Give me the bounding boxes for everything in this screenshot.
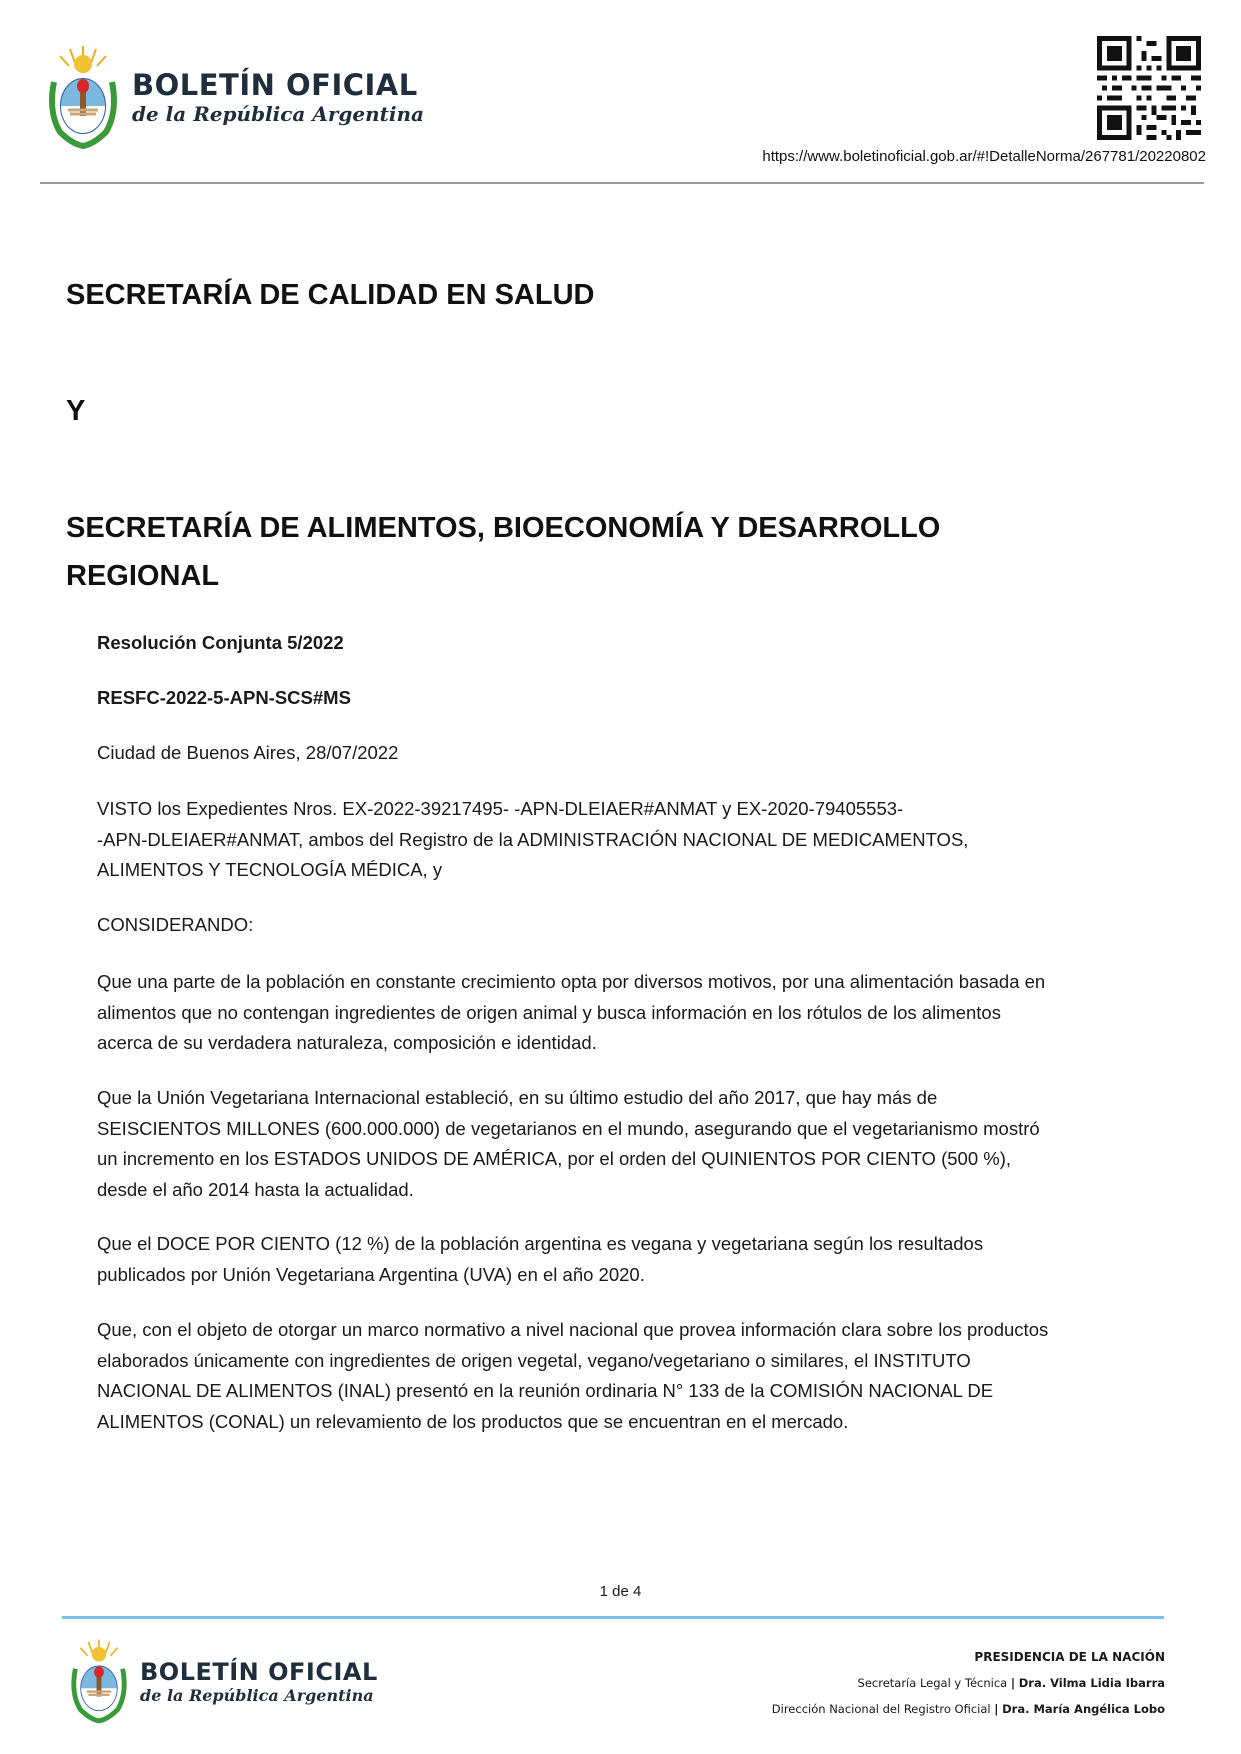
- resolution-code: RESFC-2022-5-APN-SCS#MS: [97, 687, 351, 708]
- footer-logo-title: BOLETÍN OFICIAL: [140, 1657, 378, 1686]
- registry-director-name: Dra. María Angélica Lobo: [1002, 1702, 1165, 1716]
- heading-secretaria-alimentos: [66, 504, 1156, 600]
- heading-line: REGIONAL: [66, 560, 220, 592]
- text-line: VISTO los Expedientes Nros. EX-2022-39217495- -APN-DLEIAER#ANMAT y EX-2020-79405553-: [97, 798, 904, 819]
- text-line: ALIMENTOS Y TECNOLOGÍA MÉDICA, y: [97, 859, 443, 880]
- footer-logo: [64, 1636, 378, 1726]
- separator: |: [1010, 1676, 1016, 1690]
- footer-credits: [772, 1650, 1165, 1716]
- heading-conjunction: Y: [66, 395, 86, 427]
- paragraph-4: [97, 1315, 1157, 1437]
- presidency-label: PRESIDENCIA DE LA NACIÓN: [974, 1650, 1165, 1664]
- header-divider: [40, 182, 1204, 184]
- text-line: acerca de su verdadera naturaleza, composición e identidad.: [97, 1032, 597, 1053]
- paragraph-2: [97, 1083, 1157, 1205]
- considerando-label: CONSIDERANDO:: [97, 914, 254, 935]
- logo-title: BOLETÍN OFICIAL: [132, 68, 418, 102]
- resolution-title: Resolución Conjunta 5/2022: [97, 632, 344, 653]
- footer-divider: [62, 1616, 1164, 1619]
- text-line: Que una parte de la población en constante crecimiento opta por diversos motivos, por una alimentación basada en: [97, 971, 1046, 992]
- legal-secretary-line: [772, 1676, 1165, 1690]
- logo-subtitle: de la República Argentina: [132, 102, 424, 126]
- document-url[interactable]: https://www.boletinoficial.gob.ar/#!DetalleNorma/267781/20220802: [762, 148, 1206, 165]
- page-number: 1 de 4: [599, 1583, 642, 1600]
- header-logo: [40, 42, 424, 152]
- text-line: Que el DOCE POR CIENTO (12 %) de la población argentina es vegana y vegetariana según los resultados: [97, 1233, 984, 1254]
- text-line: NACIONAL DE ALIMENTOS (INAL) presentó en la reunión ordinaria N° 133 de la COMISIÓN NACIONAL DE: [97, 1380, 994, 1401]
- registry-director-title: Dirección Nacional del Registro Oficial: [771, 1702, 991, 1716]
- footer-logo-subtitle: de la República Argentina: [140, 1685, 374, 1705]
- heading-line: SECRETARÍA DE ALIMENTOS, BIOECONOMÍA Y DESARROLLO: [66, 512, 941, 544]
- text-line: SEISCIENTOS MILLONES (600.000.000) de vegetarianos en el mundo, asegurando que el vegetarianismo mostró: [97, 1117, 1040, 1139]
- text-line: Que la Unión Vegetariana Internacional estableció, en su último estudio del año 2017, que hay más de: [97, 1087, 938, 1108]
- legal-secretary-name: Dra. Vilma Lidia Ibarra: [1018, 1676, 1165, 1690]
- text-line: ALIMENTOS (CONAL) un relevamiento de los productos que se encuentran en el mercado.: [97, 1410, 849, 1432]
- text-line: publicados por Unión Vegetariana Argentina (UVA) en el año 2020.: [97, 1263, 645, 1285]
- text-line: Que, con el objeto de otorgar un marco normativo a nivel nacional que provea información clara sobre los productos: [97, 1319, 1049, 1340]
- paragraph-1: [97, 967, 1157, 1059]
- legal-secretary-title: Secretaría Legal y Técnica: [857, 1676, 1008, 1690]
- text-line: un incremento en los ESTADOS UNIDOS DE AMÉRICA, por el orden del QUINIENTOS POR CIENTO (500 %),: [97, 1148, 1011, 1169]
- text-line: alimentos que no contengan ingredientes de origen animal y busca información en los rótulos de los alimentos: [97, 1001, 1001, 1023]
- paragraph-visto: [97, 794, 1157, 886]
- date-place: Ciudad de Buenos Aires, 28/07/2022: [97, 742, 399, 763]
- registry-director-line: [772, 1702, 1165, 1716]
- argentina-coat-of-arms-icon: [64, 1636, 134, 1726]
- heading-secretaria-calidad: SECRETARÍA DE CALIDAD EN SALUD: [66, 279, 595, 311]
- paragraph-3: [97, 1229, 1157, 1290]
- text-line: elaborados únicamente con ingredientes de origen vegetal, vegano/vegetariano o similares, el INSTITUTO: [97, 1349, 971, 1371]
- separator: |: [994, 1702, 999, 1716]
- argentina-coat-of-arms-icon: [40, 42, 126, 152]
- text-line: desde el año 2014 hasta la actualidad.: [97, 1178, 414, 1200]
- qr-code-icon: [1097, 36, 1201, 140]
- text-line: -APN-DLEIAER#ANMAT, ambos del Registro de la ADMINISTRACIÓN NACIONAL DE MEDICAMENTOS,: [97, 828, 969, 850]
